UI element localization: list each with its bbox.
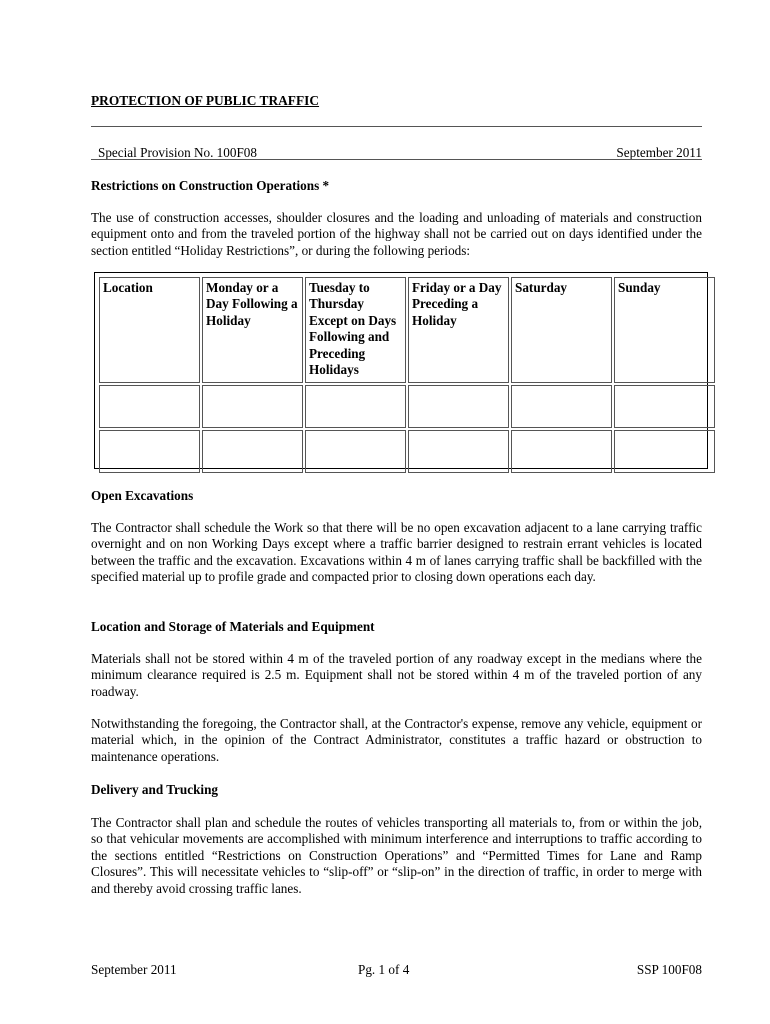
- table-cell: [305, 385, 406, 428]
- table-header-row: [99, 277, 715, 383]
- table-header-cell: Tuesday to Thursday Except on Days Following and Preceding Holidays: [305, 277, 406, 383]
- table-cell: [408, 385, 509, 428]
- table-cell: [614, 430, 715, 473]
- storage-text-2: Notwithstanding the foregoing, the Contractor shall, at the Contractor's expense, remove any vehicle, equipment or material which, in the opinion of the Contract Administrator, constitutes a traffic hazard or obstruction to maintenance operations.: [91, 716, 702, 764]
- table-header-cell: Saturday: [511, 277, 612, 383]
- excavations-text: The Contractor shall schedule the Work so that there will be no open excavation adjacent to a lane carrying traffic overnight and on non Working Days except where a traffic barrier designed to restrain errant vehicles is located between the traffic and the excavation. Excavations within 4 m of lanes carrying traffic shall be backfilled with the specified material up to profile grade and compacted prior to closing down operations each day.: [91, 520, 702, 585]
- storage-paragraph-1: [91, 651, 702, 700]
- table-cell: [511, 430, 612, 473]
- storage-paragraph-2: [91, 716, 702, 765]
- table-row: [99, 385, 715, 428]
- table-cell: [202, 430, 303, 473]
- table-cell: [99, 385, 200, 428]
- table-header-cell: Monday or a Day Following a Holiday: [202, 277, 303, 383]
- page-number: Pg. 1 of 4: [358, 962, 410, 977]
- restrictions-table: [94, 272, 708, 469]
- footer-code: SSP 100F08: [636, 962, 702, 977]
- excavations-heading: Open Excavations: [91, 488, 194, 503]
- delivery-paragraph: [91, 815, 702, 897]
- table-header-cell: Location: [99, 277, 200, 383]
- provision-date: September 2011: [616, 145, 702, 160]
- restrictions-text: The use of construction accesses, shoulder closures and the loading and unloading of materials and construction equipment onto and from the traveled portion of the highway shall not be carried out on days identified under the section entitled “Holiday Restrictions”, or during the following periods:: [91, 210, 702, 258]
- table-header-cell: Friday or a Day Preceding a Holiday: [408, 277, 509, 383]
- delivery-heading: Delivery and Trucking: [91, 782, 218, 797]
- table-cell: [408, 430, 509, 473]
- footer-date: September 2011: [91, 962, 177, 977]
- delivery-text: The Contractor shall plan and schedule the routes of vehicles transporting all materials to, from or within the job, so that vehicular movements are accomplished with minimum interference and interruptions to traffic according to the sections entitled “Restrictions on Construction Operations” and “Permitted Times for Lane and Ramp Closures”. This will necessitate vehicles to “slip-off” or “slip-on” in the direction of traffic, in order to merge with and thereby avoid crossing traffic lanes.: [91, 815, 702, 896]
- document-title: PROTECTION OF PUBLIC TRAFFIC: [91, 93, 320, 108]
- title-divider: [91, 126, 702, 127]
- provision-number: Special Provision No. 100F08: [98, 145, 257, 160]
- provision-divider: [91, 159, 702, 160]
- storage-text-1: Materials shall not be stored within 4 m of the traveled portion of any roadway except in the medians where the minimum clearance required is 2.5 m. Equipment shall not be stored within 4 m of the traveled portion of any roadway.: [91, 651, 702, 699]
- table-cell: [614, 385, 715, 428]
- restrictions-heading: Restrictions on Construction Operations *: [91, 178, 330, 193]
- table-cell: [511, 385, 612, 428]
- table-cell: [202, 385, 303, 428]
- storage-heading: Location and Storage of Materials and Equipment: [91, 619, 375, 634]
- table-cell: [305, 430, 406, 473]
- table-row: [99, 430, 715, 473]
- table-cell: [99, 430, 200, 473]
- restrictions-paragraph: [91, 210, 702, 259]
- table-header-cell: Sunday: [614, 277, 715, 383]
- excavations-paragraph: [91, 520, 702, 586]
